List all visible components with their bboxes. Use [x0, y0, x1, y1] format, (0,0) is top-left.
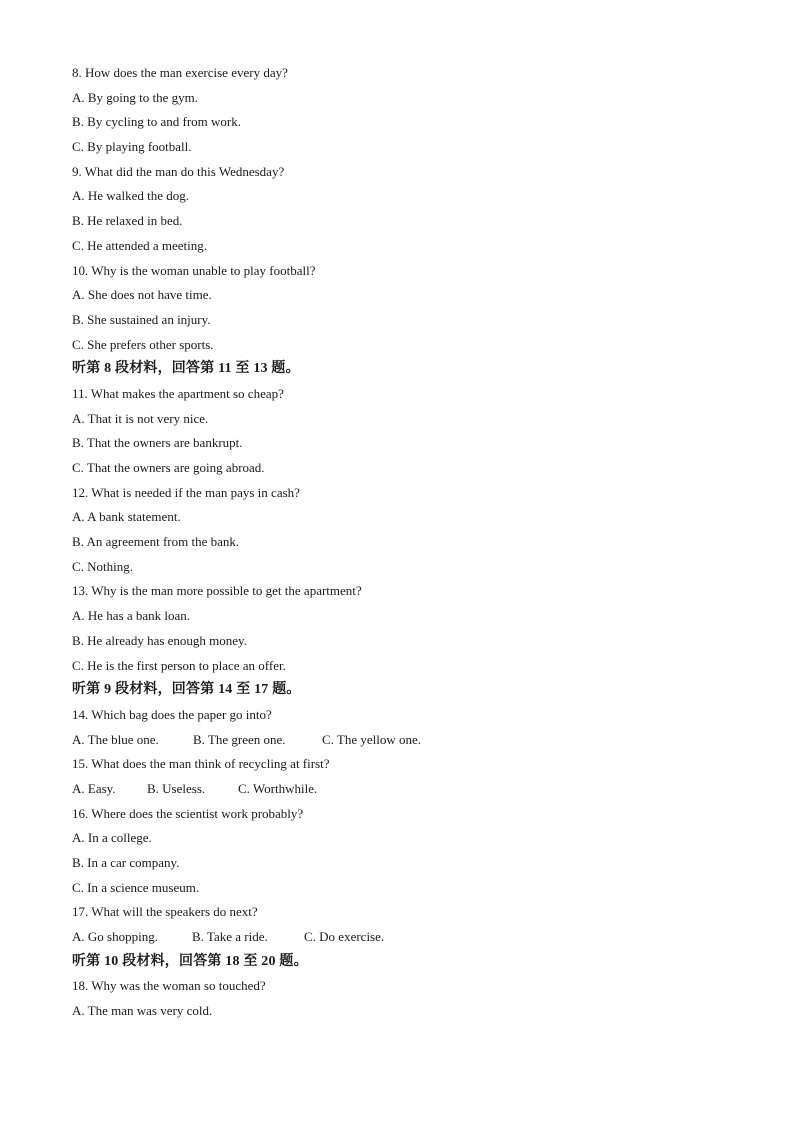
section-heading: 听第 9 段材料，回答第 14 至 17 题。 — [72, 682, 301, 698]
question-stem: 15. What does the man think of recycling at first? — [72, 756, 330, 772]
answer-option: A. Go shopping. — [72, 929, 158, 945]
answer-option: B. He already has enough money. — [72, 632, 247, 648]
answer-option: A. Easy. — [72, 780, 116, 796]
answer-option: B. Useless. — [147, 780, 206, 796]
question-stem: 16. Where does the scientist work probably? — [72, 805, 304, 821]
question-stem: 10. Why is the woman unable to play football? — [72, 262, 316, 278]
answer-option: B. By cycling to and from work. — [72, 114, 241, 130]
answer-option: C. By playing football. — [72, 139, 192, 155]
answer-option: A. The man was very cold. — [72, 1003, 213, 1019]
question-stem: 12. What is needed if the man pays in cash? — [72, 484, 300, 500]
question-stem: 9. What did the man do this Wednesday? — [72, 163, 285, 179]
answer-option: C. Nothing. — [72, 558, 134, 574]
question-stem: 8. How does the man exercise every day? — [72, 65, 288, 80]
question-stem: 11. What makes the apartment so cheap? — [72, 385, 284, 401]
answer-option: A. In a college. — [72, 830, 152, 846]
answer-option: B. He relaxed in bed. — [72, 213, 183, 229]
answer-option: C. In a science museum. — [72, 879, 200, 895]
section-heading: 听第 8 段材料，回答第 11 至 13 题。 — [72, 361, 300, 377]
section-heading: 听第 10 段材料，回答第 18 至 20 题。 — [72, 953, 308, 969]
answer-option: C. Worthwhile. — [238, 780, 318, 796]
answer-option: B. In a car company. — [72, 855, 180, 870]
answer-option: A. He has a bank loan. — [72, 608, 191, 624]
question-stem: 14. Which bag does the paper go into? — [72, 706, 272, 722]
answer-option: C. She prefers other sports. — [72, 336, 214, 352]
option-row — [72, 728, 734, 753]
answer-option: C. He is the first person to place an offer. — [72, 657, 286, 673]
answer-option: B. An agreement from the bank. — [72, 534, 240, 550]
question-stem: 13. Why is the man more possible to get the apartment? — [72, 583, 362, 599]
option-row — [72, 925, 734, 950]
answer-option: A. She does not have time. — [72, 287, 212, 303]
answer-option: A. That it is not very nice. — [72, 410, 209, 426]
answer-option: B. That the owners are bankrupt. — [72, 435, 243, 451]
answer-option: C. The yellow one. — [322, 731, 422, 747]
answer-option: B. The green one. — [193, 731, 286, 747]
answer-option: C. Do exercise. — [304, 929, 385, 945]
answer-option: A. He walked the dog. — [72, 188, 189, 204]
option-row — [72, 777, 734, 802]
answer-option: B. She sustained an injury. — [72, 311, 211, 327]
answer-option: B. Take a ride. — [192, 929, 268, 945]
question-stem: 17. What will the speakers do next? — [72, 904, 258, 920]
answer-option: C. He attended a meeting. — [72, 237, 208, 253]
answer-option: A. A bank statement. — [72, 509, 181, 525]
question-stem: 18. Why was the woman so touched? — [72, 978, 266, 994]
answer-option: A. The blue one. — [72, 731, 159, 747]
answer-option: C. That the owners are going abroad. — [72, 460, 265, 475]
answer-option: A. By going to the gym. — [72, 89, 199, 105]
